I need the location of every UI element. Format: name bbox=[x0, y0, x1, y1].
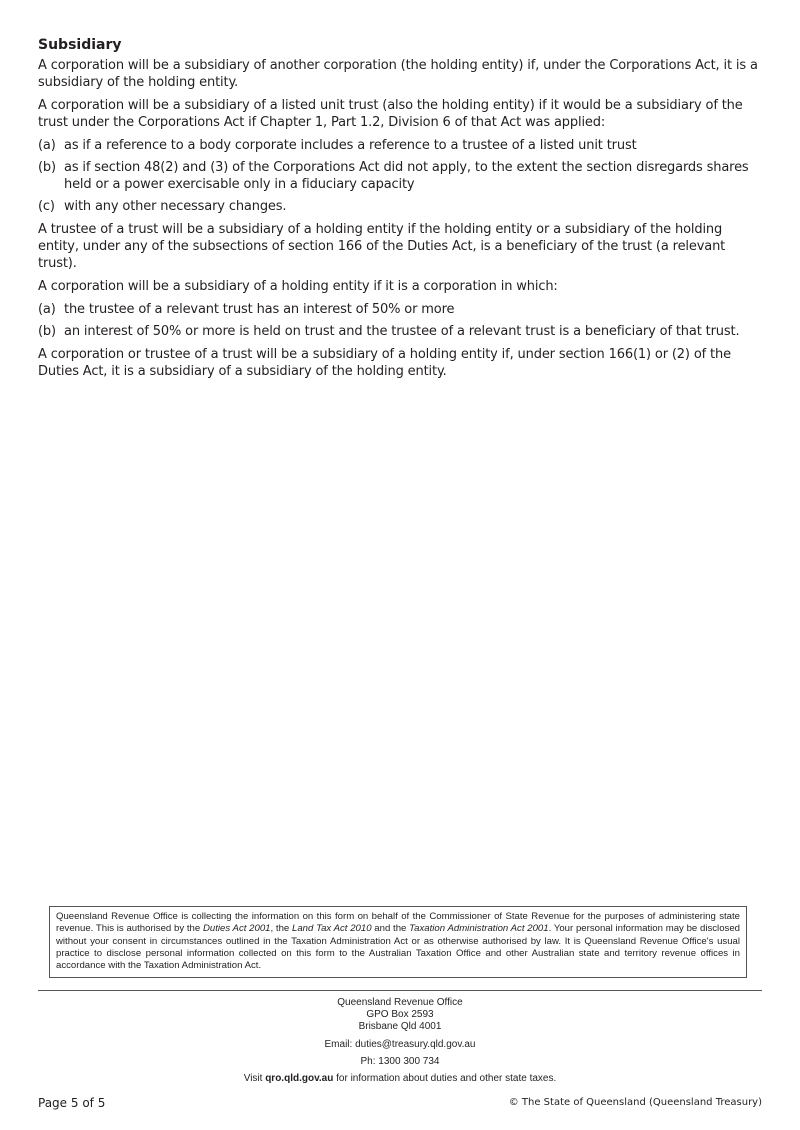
notice-text: . Your personal information may be disclosed without your consent in circumstances outlined in the Taxation Administration Act or as otherwise authorised by law. It is Queensland Revenue Office's usual practice to disclose personal information collected on this form to the Australian Taxation Office and other Australian state and territory revenue offices in accordance with the Taxation Administration Act. bbox=[56, 923, 740, 972]
list-item bbox=[38, 198, 764, 215]
website-link[interactable]: qro.qld.gov.au bbox=[265, 1073, 334, 1084]
list-item bbox=[38, 159, 764, 193]
office-name: Queensland Revenue Office bbox=[337, 997, 463, 1008]
list-marker: (a) bbox=[38, 302, 56, 317]
paragraph: A trustee of a trust will be a subsidiary of a holding entity if the holding entity or a subsidiary of the holding entity, under any of the subsections of section 166 of the Duties Act, is a beneficiary of the trust (a relevant trust). bbox=[38, 222, 726, 271]
list-marker: (c) bbox=[38, 199, 55, 214]
notice-act-name: Land Tax Act 2010 bbox=[292, 923, 372, 935]
notice-text: , the bbox=[270, 923, 293, 935]
list-text: the trustee of a relevant trust has an interest of 50% or more bbox=[64, 302, 455, 317]
contact-address bbox=[0, 997, 800, 1033]
list-text: with any other necessary changes. bbox=[64, 199, 287, 214]
visit-prefix: Visit bbox=[243, 1073, 266, 1084]
page-number: Page 5 of 5 bbox=[38, 1096, 106, 1110]
paragraph: A corporation will be a subsidiary of a listed unit trust (also the holding entity) if it would be a subsidiary of the trust under the Corporations Act if Chapter 1, Part 1.2, Division 6 of that Act was applied: bbox=[38, 98, 743, 130]
contact-website-line bbox=[0, 1073, 800, 1084]
list-text: an interest of 50% or more is held on trust and the trustee of a relevant trust is a beneficiary of that trust. bbox=[64, 324, 740, 339]
notice-text: Queensland Revenue Office is collecting the information on this form on behalf of the Commissioner of State Revenue for the purposes of administering state revenue. This is authorised by the bbox=[56, 911, 740, 935]
notice-act-name: Duties Act 2001 bbox=[202, 923, 271, 935]
divider bbox=[38, 990, 762, 991]
po-box: GPO Box 2593 bbox=[366, 1009, 434, 1020]
list-item bbox=[38, 323, 764, 340]
list-marker: (a) bbox=[38, 138, 56, 153]
notice-text: and the bbox=[371, 923, 410, 935]
list-text: as if section 48(2) and (3) of the Corporations Act did not apply, to the extent the section disregards shares held or a power exercisable only in a fiduciary capacity bbox=[64, 160, 749, 192]
list-marker: (b) bbox=[38, 160, 56, 175]
contact-phone: Ph: 1300 300 734 bbox=[360, 1056, 440, 1067]
visit-suffix: for information about duties and other state taxes. bbox=[333, 1073, 557, 1084]
notice-act-name: Taxation Administration Act 2001 bbox=[409, 923, 549, 935]
paragraph: A corporation will be a subsidiary of a holding entity if it is a corporation in which: bbox=[38, 279, 558, 294]
section-heading: Subsidiary bbox=[38, 37, 122, 53]
list-text: as if a reference to a body corporate includes a reference to a trustee of a listed unit trust bbox=[64, 138, 637, 153]
city: Brisbane Qld 4001 bbox=[358, 1021, 442, 1032]
condition-list bbox=[38, 137, 764, 215]
privacy-notice bbox=[49, 906, 747, 978]
paragraph: A corporation or trustee of a trust will be a subsidiary of a holding entity if, under section 166(1) or (2) of the Duties Act, it is a subsidiary of a subsidiary of the holding entity. bbox=[38, 347, 731, 379]
condition-list bbox=[38, 301, 764, 340]
list-item bbox=[38, 301, 764, 318]
contact-email: Email: duties@treasury.qld.gov.au bbox=[324, 1039, 476, 1050]
list-marker: (b) bbox=[38, 324, 56, 339]
paragraph: A corporation will be a subsidiary of another corporation (the holding entity) if, under the Corporations Act, it is a subsidiary of the holding entity. bbox=[38, 58, 758, 90]
main-content bbox=[38, 37, 764, 386]
list-item bbox=[38, 137, 764, 154]
copyright: © The State of Queensland (Queensland Treasury) bbox=[508, 1097, 762, 1108]
